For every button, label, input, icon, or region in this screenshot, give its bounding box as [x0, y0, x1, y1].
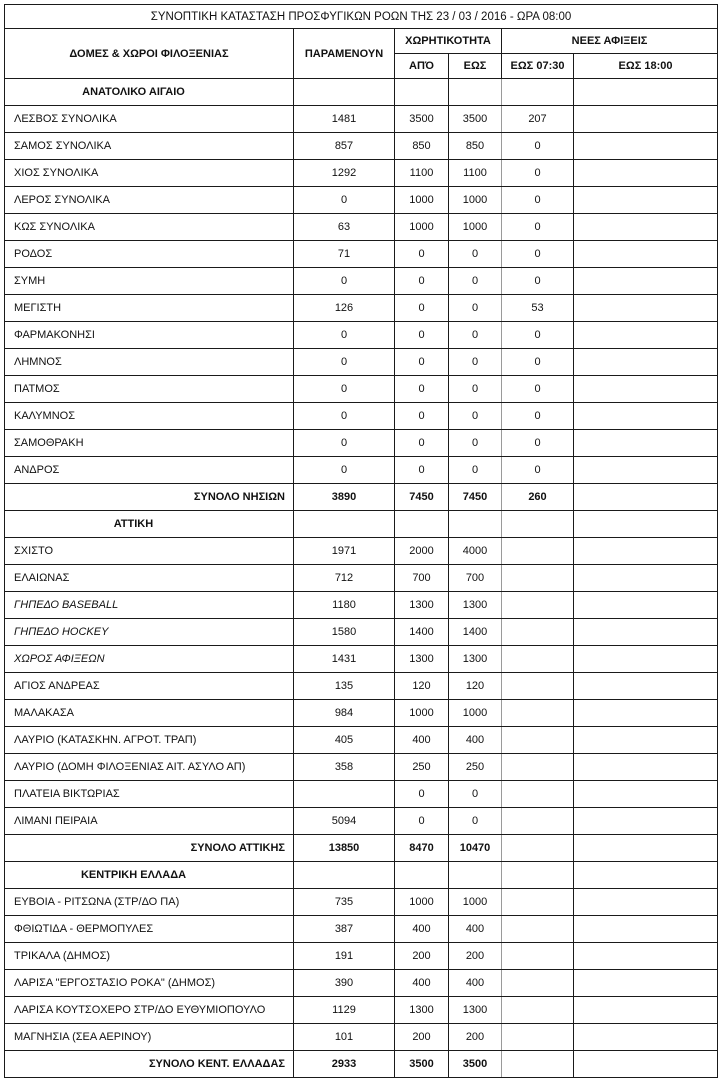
facility-name-cell: ΣΑΜΟΘΡΑΚΗ — [5, 430, 294, 457]
header-capacity-to: ΕΩΣ — [449, 54, 502, 79]
capacity-from-cell: 2000 — [395, 538, 449, 565]
facility-name-cell: ΑΓΙΟΣ ΑΝΔΡΕΑΣ — [5, 673, 294, 700]
capacity-to-cell: 0 — [449, 781, 502, 808]
remaining-cell: 358 — [294, 754, 395, 781]
capacity-from-cell: 1300 — [395, 646, 449, 673]
capacity-from-cell: 400 — [395, 916, 449, 943]
total-arrivals-1800-cell — [574, 1051, 718, 1078]
remaining-cell: 0 — [294, 268, 395, 295]
remaining-cell: 387 — [294, 916, 395, 943]
report-title: ΣΥΝΟΠΤΙΚΗ ΚΑΤΑΣΤΑΣΗ ΠΡΟΣΦΥΓΙΚΩΝ ΡΟΩΝ ΤΗΣ 23 / 03 / 2016 - ΩΡΑ 08:00 — [5, 5, 718, 29]
facility-name-cell: ΓΗΠΕΔΟ HOCKEY — [5, 619, 294, 646]
table-row — [5, 592, 718, 619]
facility-name-cell: ΓΗΠΕΔΟ BASEBALL — [5, 592, 294, 619]
capacity-from-cell: 0 — [395, 349, 449, 376]
facility-name-cell: ΠΛΑΤΕΙΑ ΒΙΚΤΩΡΙΑΣ — [5, 781, 294, 808]
arrivals-1800-cell — [574, 457, 718, 484]
refugee-flows-table — [4, 4, 718, 1078]
capacity-from-cell: 200 — [395, 943, 449, 970]
arrivals-0730-cell — [502, 673, 574, 700]
remaining-cell: 0 — [294, 403, 395, 430]
arrivals-0730-cell — [502, 538, 574, 565]
total-capacity-to-cell: 3500 — [449, 1051, 502, 1078]
total-remaining-cell: 2933 — [294, 1051, 395, 1078]
arrivals-0730-cell — [502, 619, 574, 646]
header-facility: ΔΟΜΕΣ & ΧΩΡΟΙ ΦΙΛΟΞΕΝΙΑΣ — [5, 29, 294, 79]
arrivals-1800-cell — [574, 349, 718, 376]
table-row — [5, 916, 718, 943]
facility-name-cell: ΜΑΛΑΚΑΣΑ — [5, 700, 294, 727]
arrivals-1800-cell — [574, 808, 718, 835]
arrivals-0730-cell: 0 — [502, 160, 574, 187]
arrivals-1800-cell — [574, 700, 718, 727]
capacity-to-cell: 0 — [449, 349, 502, 376]
header-new-arrivals: ΝΕΕΣ ΑΦΙΞΕΙΣ — [502, 29, 718, 54]
capacity-to-cell: 0 — [449, 322, 502, 349]
table-body — [5, 79, 718, 1078]
header-arrivals-1800: ΕΩΣ 18:00 — [574, 54, 718, 79]
capacity-from-cell: 0 — [395, 781, 449, 808]
table-row — [5, 214, 718, 241]
capacity-from-cell: 0 — [395, 403, 449, 430]
capacity-to-cell: 850 — [449, 133, 502, 160]
arrivals-0730-cell: 0 — [502, 376, 574, 403]
capacity-to-cell: 400 — [449, 727, 502, 754]
remaining-cell: 0 — [294, 430, 395, 457]
capacity-from-cell: 0 — [395, 430, 449, 457]
arrivals-1800-cell — [574, 376, 718, 403]
table-row — [5, 376, 718, 403]
capacity-to-cell: 400 — [449, 916, 502, 943]
table-row — [5, 646, 718, 673]
arrivals-0730-cell — [502, 781, 574, 808]
facility-name-cell: ΦΘΙΩΤΙΔΑ - ΘΕΡΜΟΠΥΛΕΣ — [5, 916, 294, 943]
arrivals-0730-cell: 0 — [502, 322, 574, 349]
capacity-to-cell: 1300 — [449, 997, 502, 1024]
arrivals-1800-cell — [574, 727, 718, 754]
section-header-row — [5, 79, 718, 106]
facility-name-cell: ΤΡΙΚΑΛΑ (ΔΗΜΟΣ) — [5, 943, 294, 970]
capacity-from-cell: 1300 — [395, 997, 449, 1024]
table-row — [5, 970, 718, 997]
capacity-from-cell: 1400 — [395, 619, 449, 646]
total-remaining-cell: 3890 — [294, 484, 395, 511]
section-total-row — [5, 484, 718, 511]
remaining-cell: 1971 — [294, 538, 395, 565]
arrivals-1800-cell — [574, 214, 718, 241]
section-total-row — [5, 835, 718, 862]
remaining-cell: 1292 — [294, 160, 395, 187]
table-row — [5, 889, 718, 916]
remaining-cell: 101 — [294, 1024, 395, 1051]
capacity-to-cell: 1100 — [449, 160, 502, 187]
capacity-from-cell: 0 — [395, 295, 449, 322]
table-row — [5, 106, 718, 133]
arrivals-0730-cell — [502, 646, 574, 673]
facility-name-cell: ΣΑΜΟΣ ΣΥΝΟΛΙΚΑ — [5, 133, 294, 160]
table-row — [5, 295, 718, 322]
capacity-from-cell: 1000 — [395, 187, 449, 214]
total-capacity-from-cell: 3500 — [395, 1051, 449, 1078]
facility-name-cell: ΕΥΒΟΙΑ - ΡΙΤΣΩΝΑ (ΣΤΡ/ΔΟ ΠΑ) — [5, 889, 294, 916]
capacity-to-cell: 0 — [449, 403, 502, 430]
header-capacity: ΧΩΡΗΤΙΚΟΤΗΤΑ — [395, 29, 502, 54]
capacity-from-cell: 0 — [395, 322, 449, 349]
arrivals-1800-cell — [574, 781, 718, 808]
capacity-from-cell: 0 — [395, 268, 449, 295]
remaining-cell: 0 — [294, 376, 395, 403]
empty-cell — [574, 79, 718, 106]
arrivals-1800-cell — [574, 916, 718, 943]
capacity-to-cell: 250 — [449, 754, 502, 781]
facility-name-cell: ΛΑΥΡΙΟ (ΔΟΜΗ ΦΙΛΟΞΕΝΙΑΣ ΑΙΤ. ΑΣΥΛΟ ΑΠ) — [5, 754, 294, 781]
capacity-to-cell: 700 — [449, 565, 502, 592]
capacity-from-cell: 1300 — [395, 592, 449, 619]
remaining-cell: 63 — [294, 214, 395, 241]
capacity-from-cell: 1000 — [395, 214, 449, 241]
capacity-to-cell: 1300 — [449, 592, 502, 619]
remaining-cell: 1580 — [294, 619, 395, 646]
arrivals-0730-cell: 0 — [502, 457, 574, 484]
capacity-to-cell: 0 — [449, 295, 502, 322]
empty-cell — [449, 862, 502, 889]
capacity-from-cell: 400 — [395, 727, 449, 754]
table-row — [5, 430, 718, 457]
arrivals-0730-cell: 0 — [502, 133, 574, 160]
remaining-cell: 1481 — [294, 106, 395, 133]
facility-name-cell: ΛΕΡΟΣ ΣΥΝΟΛΙΚΑ — [5, 187, 294, 214]
empty-cell — [502, 79, 574, 106]
capacity-from-cell: 200 — [395, 1024, 449, 1051]
capacity-to-cell: 0 — [449, 241, 502, 268]
capacity-from-cell: 0 — [395, 808, 449, 835]
table-row — [5, 160, 718, 187]
table-row — [5, 673, 718, 700]
table-row — [5, 754, 718, 781]
total-capacity-to-cell: 7450 — [449, 484, 502, 511]
remaining-cell: 0 — [294, 457, 395, 484]
arrivals-1800-cell — [574, 322, 718, 349]
capacity-from-cell: 400 — [395, 970, 449, 997]
arrivals-0730-cell — [502, 970, 574, 997]
capacity-to-cell: 200 — [449, 1024, 502, 1051]
arrivals-1800-cell — [574, 430, 718, 457]
capacity-to-cell: 0 — [449, 268, 502, 295]
remaining-cell: 0 — [294, 349, 395, 376]
remaining-cell: 126 — [294, 295, 395, 322]
remaining-cell: 857 — [294, 133, 395, 160]
arrivals-1800-cell — [574, 673, 718, 700]
facility-name-cell: ΛΕΣΒΟΣ ΣΥΝΟΛΙΚΑ — [5, 106, 294, 133]
arrivals-0730-cell: 207 — [502, 106, 574, 133]
capacity-from-cell: 120 — [395, 673, 449, 700]
arrivals-0730-cell: 0 — [502, 187, 574, 214]
total-arrivals-0730-cell — [502, 835, 574, 862]
table-row — [5, 322, 718, 349]
table-row — [5, 187, 718, 214]
facility-name-cell: ΕΛΑΙΩΝΑΣ — [5, 565, 294, 592]
capacity-to-cell: 120 — [449, 673, 502, 700]
section-header-row — [5, 511, 718, 538]
capacity-to-cell: 400 — [449, 970, 502, 997]
remaining-cell: 390 — [294, 970, 395, 997]
arrivals-1800-cell — [574, 754, 718, 781]
table-row — [5, 538, 718, 565]
arrivals-0730-cell: 0 — [502, 241, 574, 268]
facility-name-cell: ΑΝΔΡΟΣ — [5, 457, 294, 484]
arrivals-1800-cell — [574, 997, 718, 1024]
capacity-from-cell: 850 — [395, 133, 449, 160]
arrivals-1800-cell — [574, 592, 718, 619]
facility-name-cell: ΜΑΓΝΗΣΙΑ (ΣΕΑ ΑΕΡΙΝΟΥ) — [5, 1024, 294, 1051]
remaining-cell: 0 — [294, 187, 395, 214]
arrivals-1800-cell — [574, 970, 718, 997]
capacity-from-cell: 250 — [395, 754, 449, 781]
total-remaining-cell: 13850 — [294, 835, 395, 862]
total-label: ΣΥΝΟΛΟ ΝΗΣΙΩΝ — [5, 484, 294, 511]
facility-name-cell: ΚΩΣ ΣΥΝΟΛΙΚΑ — [5, 214, 294, 241]
arrivals-0730-cell: 0 — [502, 214, 574, 241]
facility-name-cell: ΡΟΔΟΣ — [5, 241, 294, 268]
total-arrivals-1800-cell — [574, 484, 718, 511]
remaining-cell: 0 — [294, 322, 395, 349]
arrivals-1800-cell — [574, 295, 718, 322]
capacity-to-cell: 0 — [449, 457, 502, 484]
arrivals-0730-cell — [502, 754, 574, 781]
arrivals-0730-cell: 0 — [502, 430, 574, 457]
table-row — [5, 565, 718, 592]
remaining-cell: 191 — [294, 943, 395, 970]
total-capacity-from-cell: 8470 — [395, 835, 449, 862]
arrivals-0730-cell — [502, 943, 574, 970]
empty-cell — [395, 511, 449, 538]
remaining-cell: 5094 — [294, 808, 395, 835]
arrivals-1800-cell — [574, 889, 718, 916]
capacity-from-cell: 0 — [395, 241, 449, 268]
arrivals-1800-cell — [574, 403, 718, 430]
arrivals-1800-cell — [574, 619, 718, 646]
arrivals-1800-cell — [574, 187, 718, 214]
arrivals-0730-cell — [502, 997, 574, 1024]
arrivals-0730-cell — [502, 808, 574, 835]
remaining-cell: 405 — [294, 727, 395, 754]
empty-cell — [294, 79, 395, 106]
facility-name-cell: ΛΙΜΑΝΙ ΠΕΙΡΑΙΑ — [5, 808, 294, 835]
capacity-to-cell: 3500 — [449, 106, 502, 133]
empty-cell — [395, 862, 449, 889]
header-capacity-from: ΑΠΌ — [395, 54, 449, 79]
table-row — [5, 808, 718, 835]
remaining-cell: 712 — [294, 565, 395, 592]
table-row — [5, 943, 718, 970]
remaining-cell: 1431 — [294, 646, 395, 673]
capacity-to-cell: 1000 — [449, 700, 502, 727]
arrivals-1800-cell — [574, 106, 718, 133]
arrivals-0730-cell: 0 — [502, 349, 574, 376]
capacity-to-cell: 0 — [449, 430, 502, 457]
remaining-cell: 1180 — [294, 592, 395, 619]
header-arrivals-0730: ΕΩΣ 07:30 — [502, 54, 574, 79]
capacity-to-cell: 4000 — [449, 538, 502, 565]
table-row — [5, 781, 718, 808]
table-row — [5, 700, 718, 727]
facility-name-cell: ΠΑΤΜΟΣ — [5, 376, 294, 403]
capacity-to-cell: 0 — [449, 808, 502, 835]
facility-name-cell: ΜΕΓΙΣΤΗ — [5, 295, 294, 322]
empty-cell — [449, 511, 502, 538]
arrivals-0730-cell — [502, 727, 574, 754]
arrivals-0730-cell — [502, 889, 574, 916]
arrivals-1800-cell — [574, 1024, 718, 1051]
empty-cell — [502, 511, 574, 538]
table-row — [5, 619, 718, 646]
total-capacity-to-cell: 10470 — [449, 835, 502, 862]
arrivals-1800-cell — [574, 943, 718, 970]
arrivals-0730-cell — [502, 1024, 574, 1051]
capacity-from-cell: 0 — [395, 457, 449, 484]
facility-name-cell: ΛΑΥΡΙΟ (ΚΑΤΑΣΚΗΝ. ΑΓΡΟΤ. ΤΡΑΠ) — [5, 727, 294, 754]
facility-name-cell: ΣΧΙΣΤΟ — [5, 538, 294, 565]
section-title: ΑΝΑΤΟΛΙΚΟ ΑΙΓΑΙΟ — [5, 79, 294, 106]
empty-cell — [574, 862, 718, 889]
remaining-cell: 135 — [294, 673, 395, 700]
total-arrivals-1800-cell — [574, 835, 718, 862]
arrivals-1800-cell — [574, 268, 718, 295]
empty-cell — [502, 862, 574, 889]
empty-cell — [395, 79, 449, 106]
facility-name-cell: ΣΥΜΗ — [5, 268, 294, 295]
table-row — [5, 133, 718, 160]
capacity-from-cell: 3500 — [395, 106, 449, 133]
total-capacity-from-cell: 7450 — [395, 484, 449, 511]
remaining-cell: 984 — [294, 700, 395, 727]
capacity-to-cell: 1400 — [449, 619, 502, 646]
facility-name-cell: ΦΑΡΜΑΚΟΝΗΣΙ — [5, 322, 294, 349]
header-remaining: ΠΑΡΑΜΕΝΟΥΝ — [294, 29, 395, 79]
arrivals-0730-cell: 53 — [502, 295, 574, 322]
section-title: ΚΕΝΤΡΙΚΗ ΕΛΛΑΔΑ — [5, 862, 294, 889]
table-row — [5, 349, 718, 376]
capacity-to-cell: 0 — [449, 376, 502, 403]
section-header-row — [5, 862, 718, 889]
facility-name-cell: ΛΑΡΙΣΑ "ΕΡΓΟΣΤΑΣΙΟ ΡΟΚΑ" (ΔΗΜΟΣ) — [5, 970, 294, 997]
facility-name-cell: ΛΗΜΝΟΣ — [5, 349, 294, 376]
section-title: ΑΤΤΙΚΗ — [5, 511, 294, 538]
empty-cell — [574, 511, 718, 538]
facility-name-cell: ΧΩΡΟΣ ΑΦΙΞΕΩΝ — [5, 646, 294, 673]
remaining-cell: 71 — [294, 241, 395, 268]
empty-cell — [449, 79, 502, 106]
arrivals-1800-cell — [574, 160, 718, 187]
table-row — [5, 727, 718, 754]
arrivals-1800-cell — [574, 538, 718, 565]
capacity-to-cell: 1000 — [449, 889, 502, 916]
table-row — [5, 997, 718, 1024]
remaining-cell: 735 — [294, 889, 395, 916]
capacity-to-cell: 1000 — [449, 187, 502, 214]
table-row — [5, 403, 718, 430]
facility-name-cell: ΛΑΡΙΣΑ ΚΟΥΤΣΟΧΕΡΟ ΣΤΡ/ΔΟ ΕΥΘΥΜΙΟΠΟΥΛΟ — [5, 997, 294, 1024]
facility-name-cell: ΧΙΟΣ ΣΥΝΟΛΙΚΑ — [5, 160, 294, 187]
table-row — [5, 457, 718, 484]
arrivals-0730-cell — [502, 592, 574, 619]
total-arrivals-0730-cell — [502, 1051, 574, 1078]
facility-name-cell: ΚΑΛΥΜΝΟΣ — [5, 403, 294, 430]
arrivals-0730-cell — [502, 700, 574, 727]
capacity-from-cell: 0 — [395, 376, 449, 403]
section-total-row — [5, 1051, 718, 1078]
arrivals-0730-cell: 0 — [502, 268, 574, 295]
total-arrivals-0730-cell: 260 — [502, 484, 574, 511]
empty-cell — [294, 862, 395, 889]
remaining-cell — [294, 781, 395, 808]
capacity-from-cell: 1000 — [395, 700, 449, 727]
table-row — [5, 268, 718, 295]
capacity-to-cell: 200 — [449, 943, 502, 970]
arrivals-0730-cell: 0 — [502, 403, 574, 430]
arrivals-1800-cell — [574, 241, 718, 268]
arrivals-0730-cell — [502, 916, 574, 943]
remaining-cell: 1129 — [294, 997, 395, 1024]
total-label: ΣΥΝΟΛΟ ΑΤΤΙΚΗΣ — [5, 835, 294, 862]
total-label: ΣΥΝΟΛΟ ΚΕΝΤ. ΕΛΛΑΔΑΣ — [5, 1051, 294, 1078]
capacity-from-cell: 1000 — [395, 889, 449, 916]
table-row — [5, 1024, 718, 1051]
arrivals-1800-cell — [574, 646, 718, 673]
capacity-to-cell: 1000 — [449, 214, 502, 241]
arrivals-0730-cell — [502, 565, 574, 592]
table-row — [5, 241, 718, 268]
arrivals-1800-cell — [574, 565, 718, 592]
capacity-from-cell: 700 — [395, 565, 449, 592]
capacity-to-cell: 1300 — [449, 646, 502, 673]
capacity-from-cell: 1100 — [395, 160, 449, 187]
arrivals-1800-cell — [574, 133, 718, 160]
empty-cell — [294, 511, 395, 538]
